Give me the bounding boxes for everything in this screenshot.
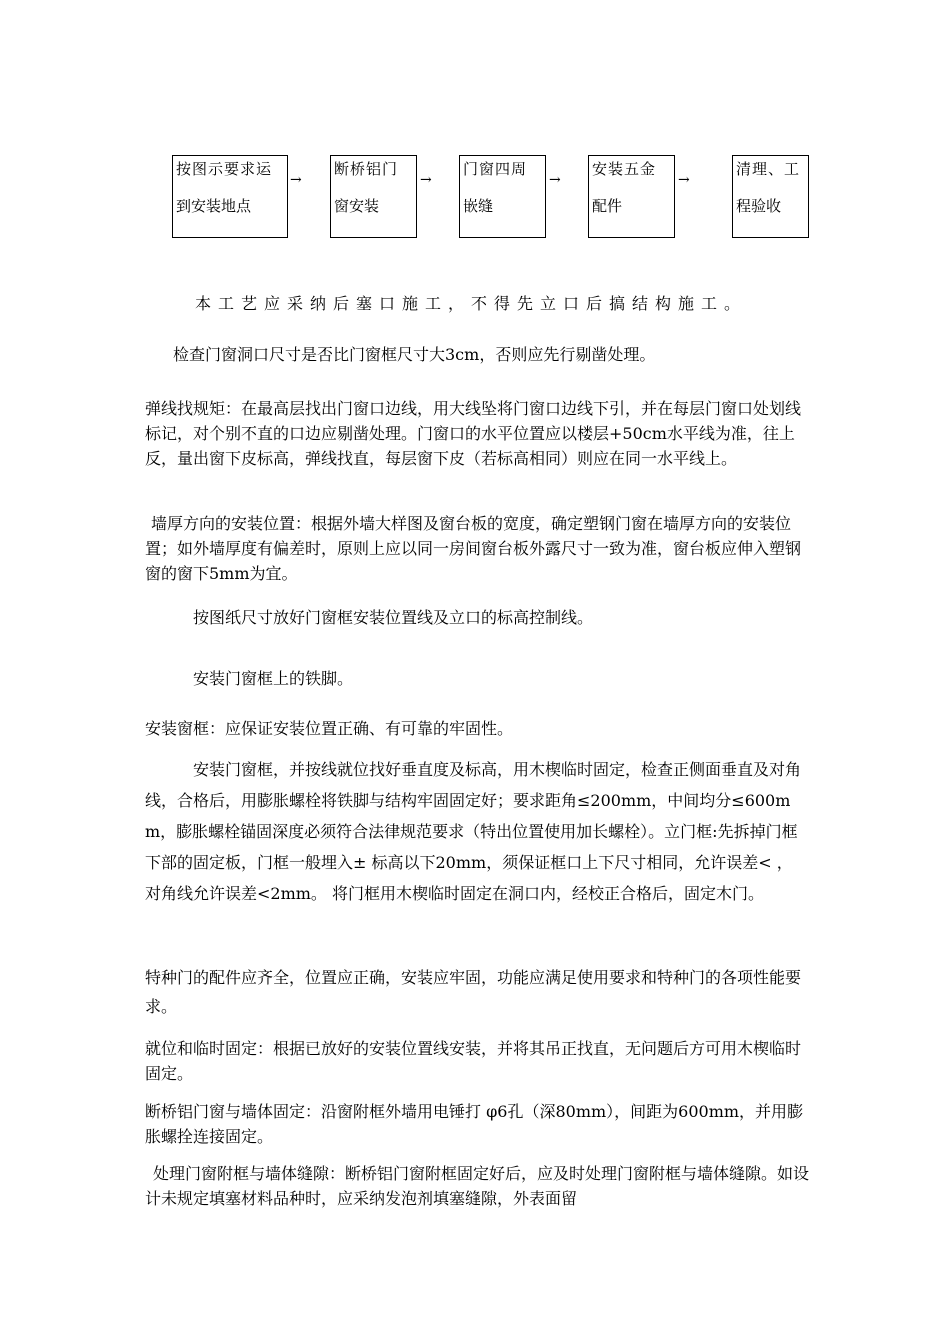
flow-step-5 — [732, 155, 809, 238]
paragraph-2: 检查门窗洞口尺寸是否比门窗框尺寸大3cm，否则应先行剔凿处理。 — [173, 345, 656, 364]
flow-arrow-4: → — [678, 172, 690, 188]
flow-step-3 — [459, 155, 546, 238]
flow-arrow-2: → — [420, 172, 432, 188]
flow-step-1-line2: 到安装地点 — [176, 197, 252, 215]
flow-step-2 — [330, 155, 417, 238]
paragraph-11: 断桥铝门窗与墙体固定：沿窗附框外墙用电锤打 φ6孔（深80mm），间距为600mm，并用膨胀螺拴连接固定。 — [145, 1102, 804, 1146]
paragraph-7: 安装窗框：应保证安装位置正确、有可靠的牢固性。 — [145, 719, 514, 738]
flow-arrow-3: → — [549, 172, 561, 188]
flow-step-2-line2: 窗安装 — [334, 197, 380, 215]
paragraph-6: 安装门窗框上的铁脚。 — [193, 669, 354, 688]
paragraph-10: 就位和临时固定：根据已放好的安装位置线安装，并将其吊正找直，无问题后方可用木楔临时固定。 — [145, 1039, 802, 1083]
paragraph-1: 本工艺应采纳后塞口施工，不得先立口后搞结构施工。 — [195, 294, 748, 313]
flow-step-5-line1: 清理、工 — [736, 160, 801, 178]
paragraph-12: 处理门窗附框与墙体缝隙：断桥铝门窗附框固定好后，应及时处理门窗附框与墙体缝隙。如设计未规定填塞材料品种时，应采纳发泡剂填塞缝隙，外表面留 — [145, 1164, 810, 1208]
flow-step-2-line1: 断桥铝门 — [334, 160, 399, 178]
flow-step-4 — [588, 155, 675, 238]
flow-step-4-line2: 配件 — [592, 197, 623, 215]
flow-step-1-line1: 按图示要求运 — [176, 160, 273, 178]
paragraph-5: 按图纸尺寸放好门窗框安装位置线及立口的标高控制线。 — [193, 608, 594, 627]
flow-step-5-line2: 程验收 — [736, 197, 782, 215]
paragraph-3: 弹线找规矩：在最高层找出门窗口边线，用大线坠将门窗口边线下引，并在每层门窗口处划线标记，对个别不直的口边应剔凿处理。门窗口的水平位置应以楼层+50cm水平线为准，往上反，量出窗下皮标高，弹线找直，每层窗下皮（若标高相同）则应在同一水平线上。 — [145, 399, 802, 468]
flow-step-3-line2: 嵌缝 — [463, 197, 494, 215]
paragraph-9: 特种门的配件应齐全，位置应正确，安装应牢固，功能应满足使用要求和特种门的各项性能要求。 — [145, 968, 802, 1016]
flow-step-1 — [172, 155, 288, 238]
flow-arrow-1: → — [290, 172, 302, 188]
flow-step-3-line1: 门窗四周 — [463, 160, 528, 178]
paragraph-8: 安装门窗框，并按线就位找好垂直度及标高，用木楔临时固定，检查正侧面垂直及对角线，合格后，用膨胀螺栓将铁脚与结构牢固固定好；要求距角≤200mm，中间均分≤600mm，膨胀螺栓锚固深度必须符合法律规范要求（特出位置使用加长螺栓）。立门框:先拆掉门框下部的固定板，门框一般埋入± 标高以下20mm，须保证框口上下尺寸相同，允许误差< ， 对角线允许误差<2mm。 将门框用木楔临时固定在洞口内，经校正合格后，固定木门。 — [145, 760, 802, 903]
flow-step-4-line1: 安装五金 — [592, 160, 657, 178]
process-flowchart — [0, 0, 950, 250]
paragraph-4: 墙厚方向的安装位置：根据外墙大样图及窗台板的宽度，确定塑钢门窗在墙厚方向的安装位置；如外墙厚度有偏差时，原则上应以同一房间窗台板外露尺寸一致为准，窗台板应伸入塑钢窗的窗下5mm为宜。 — [145, 514, 802, 583]
